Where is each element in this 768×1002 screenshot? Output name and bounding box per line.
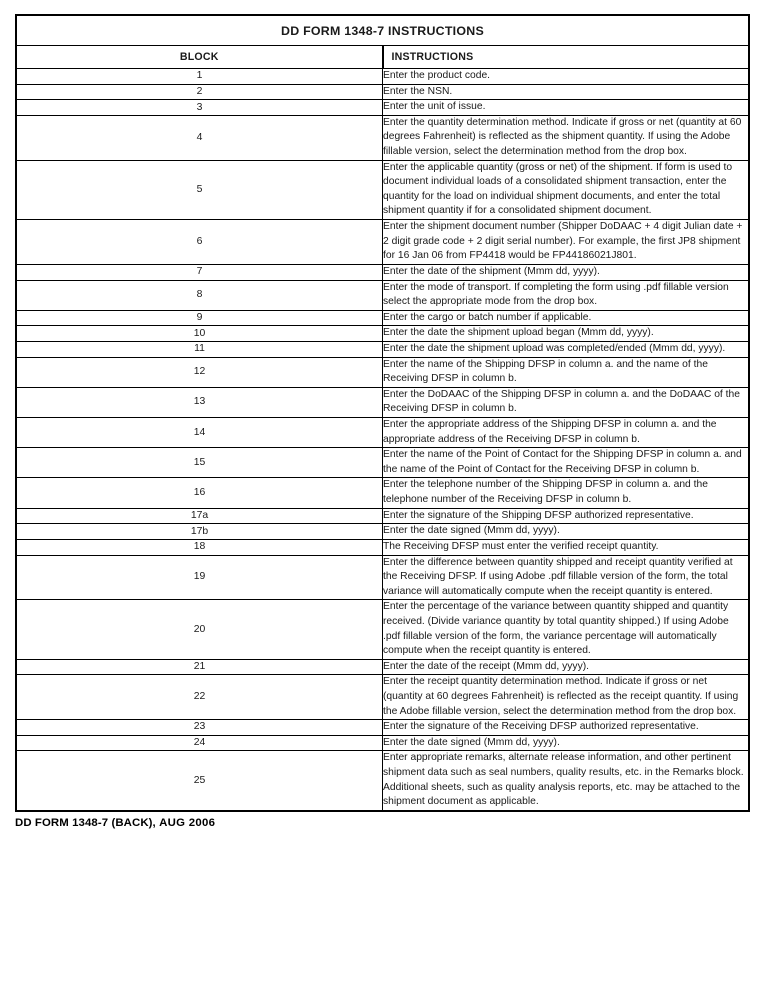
table-row — [16, 220, 749, 265]
block-number: 18 — [16, 539, 383, 555]
table-row — [16, 280, 749, 310]
table-row — [16, 264, 749, 280]
table-row — [16, 735, 749, 751]
table-row — [16, 448, 749, 478]
block-instruction: Enter the date of the shipment (Mmm dd, yyyy). — [383, 264, 750, 280]
block-number: 9 — [16, 310, 383, 326]
table-row — [16, 659, 749, 675]
block-instruction: Enter the date the shipment upload was completed/ended (Mmm dd, yyyy). — [383, 341, 750, 357]
table-title-row — [16, 15, 749, 46]
block-instruction: Enter the difference between quantity shipped and receipt quantity verified at the Receiving DFSP. If using Adobe .pdf fillable version of the form, the total variance will automatically compute when the receipt quantity is entered. — [383, 555, 750, 600]
block-number: 8 — [16, 280, 383, 310]
table-row — [16, 418, 749, 448]
block-instruction: Enter the date of the receipt (Mmm dd, yyyy). — [383, 659, 750, 675]
table-row — [16, 84, 749, 100]
table-row — [16, 387, 749, 417]
block-instruction: The Receiving DFSP must enter the verified receipt quantity. — [383, 539, 750, 555]
table-row — [16, 555, 749, 600]
block-instruction: Enter the date signed (Mmm dd, yyyy). — [383, 735, 750, 751]
block-instruction: Enter the signature of the Shipping DFSP authorized representative. — [383, 508, 750, 524]
block-number: 5 — [16, 160, 383, 219]
block-instruction: Enter the name of the Shipping DFSP in column a. and the name of the Receiving DFSP in column b. — [383, 357, 750, 387]
block-instruction: Enter the shipment document number (Shipper DoDAAC + 4 digit Julian date + 2 digit grade code + 2 digit serial number). For example, the first JP8 shipment for 16 Jan 06 from FP4418 would be FP44186021J801. — [383, 220, 750, 265]
table-row — [16, 751, 749, 811]
block-number: 20 — [16, 600, 383, 659]
table-header-row — [16, 46, 749, 69]
table-row — [16, 310, 749, 326]
block-instruction: Enter the product code. — [383, 69, 750, 85]
table-row — [16, 326, 749, 342]
block-instruction: Enter the DoDAAC of the Shipping DFSP in column a. and the DoDAAC of the Receiving DFSP in column b. — [383, 387, 750, 417]
table-row — [16, 160, 749, 219]
instructions-table — [15, 14, 750, 812]
block-number: 25 — [16, 751, 383, 811]
table-row — [16, 100, 749, 116]
block-number: 17a — [16, 508, 383, 524]
block-number: 12 — [16, 357, 383, 387]
table-row — [16, 524, 749, 540]
block-number: 10 — [16, 326, 383, 342]
block-instruction: Enter the name of the Point of Contact for the Shipping DFSP in column a. and the name of the Point of Contact for the Receiving DFSP in column b. — [383, 448, 750, 478]
block-instruction: Enter the receipt quantity determination method. Indicate if gross or net (quantity at 60 degrees Fahrenheit) is reflected as the receipt quantity. If using the Adobe fillable version, select the determination method from the drop box. — [383, 675, 750, 720]
block-number: 24 — [16, 735, 383, 751]
table-row — [16, 341, 749, 357]
block-number: 2 — [16, 84, 383, 100]
table-row — [16, 720, 749, 736]
block-instruction: Enter the quantity determination method. Indicate if gross or net (quantity at 60 degrees Fahrenheit) is reflected as the shipment quantity. If using the Adobe fillable version, select the determination method from the drop box. — [383, 115, 750, 160]
block-number: 23 — [16, 720, 383, 736]
table-row — [16, 675, 749, 720]
table-row — [16, 508, 749, 524]
table-row — [16, 69, 749, 85]
block-instruction: Enter the date the shipment upload began (Mmm dd, yyyy). — [383, 326, 750, 342]
block-instruction: Enter the date signed (Mmm dd, yyyy). — [383, 524, 750, 540]
block-instruction: Enter the applicable quantity (gross or net) of the shipment. If form is used to document individual loads of a consolidated shipment transaction, enter the quantity for the load on individual shipment documents, and enter the total shipment quantity if for a consolidated shipment document. — [383, 160, 750, 219]
block-number: 14 — [16, 418, 383, 448]
column-header-instructions: INSTRUCTIONS — [383, 46, 750, 69]
block-instruction: Enter the unit of issue. — [383, 100, 750, 116]
block-number: 11 — [16, 341, 383, 357]
block-number: 17b — [16, 524, 383, 540]
block-instruction: Enter the mode of transport. If completing the form using .pdf fillable version select the appropriate mode from the drop box. — [383, 280, 750, 310]
block-number: 6 — [16, 220, 383, 265]
footer-form-label: DD FORM 1348-7 (BACK), — [15, 816, 156, 829]
block-number: 15 — [16, 448, 383, 478]
block-number: 16 — [16, 478, 383, 508]
table-row — [16, 478, 749, 508]
table-body — [16, 15, 749, 811]
table-row — [16, 357, 749, 387]
block-number: 4 — [16, 115, 383, 160]
block-instruction: Enter the signature of the Receiving DFSP authorized representative. — [383, 720, 750, 736]
block-instruction: Enter the NSN. — [383, 84, 750, 100]
block-number: 19 — [16, 555, 383, 600]
block-number: 22 — [16, 675, 383, 720]
table-row — [16, 115, 749, 160]
block-instruction: Enter the percentage of the variance between quantity shipped and quantity received. (Divide variance quantity by total quantity shipped.) If using Adobe .pdf fillable version of the form, the variance percentage will automatically compute when the receipt quantity is entered. — [383, 600, 750, 659]
page-title: DD FORM 1348-7 INSTRUCTIONS — [16, 15, 749, 46]
block-number: 21 — [16, 659, 383, 675]
block-number: 3 — [16, 100, 383, 116]
block-number: 7 — [16, 264, 383, 280]
block-number: 1 — [16, 69, 383, 85]
column-header-block: BLOCK — [16, 46, 383, 69]
block-instruction: Enter appropriate remarks, alternate release information, and other pertinent shipment data such as seal numbers, quality results, etc. in the Remarks block. Additional sheets, such as quality analysis reports, etc. may be attached to the shipment document as applicable. — [383, 751, 750, 811]
block-instruction: Enter the appropriate address of the Shipping DFSP in column a. and the appropriate address of the Receiving DFSP in column b. — [383, 418, 750, 448]
table-row — [16, 539, 749, 555]
footer — [15, 817, 750, 829]
block-instruction: Enter the cargo or batch number if applicable. — [383, 310, 750, 326]
table-row — [16, 600, 749, 659]
footer-edition-date: AUG 2006 — [159, 816, 216, 829]
block-instruction: Enter the telephone number of the Shipping DFSP in column a. and the telephone number of the Receiving DFSP in column b. — [383, 478, 750, 508]
block-number: 13 — [16, 387, 383, 417]
